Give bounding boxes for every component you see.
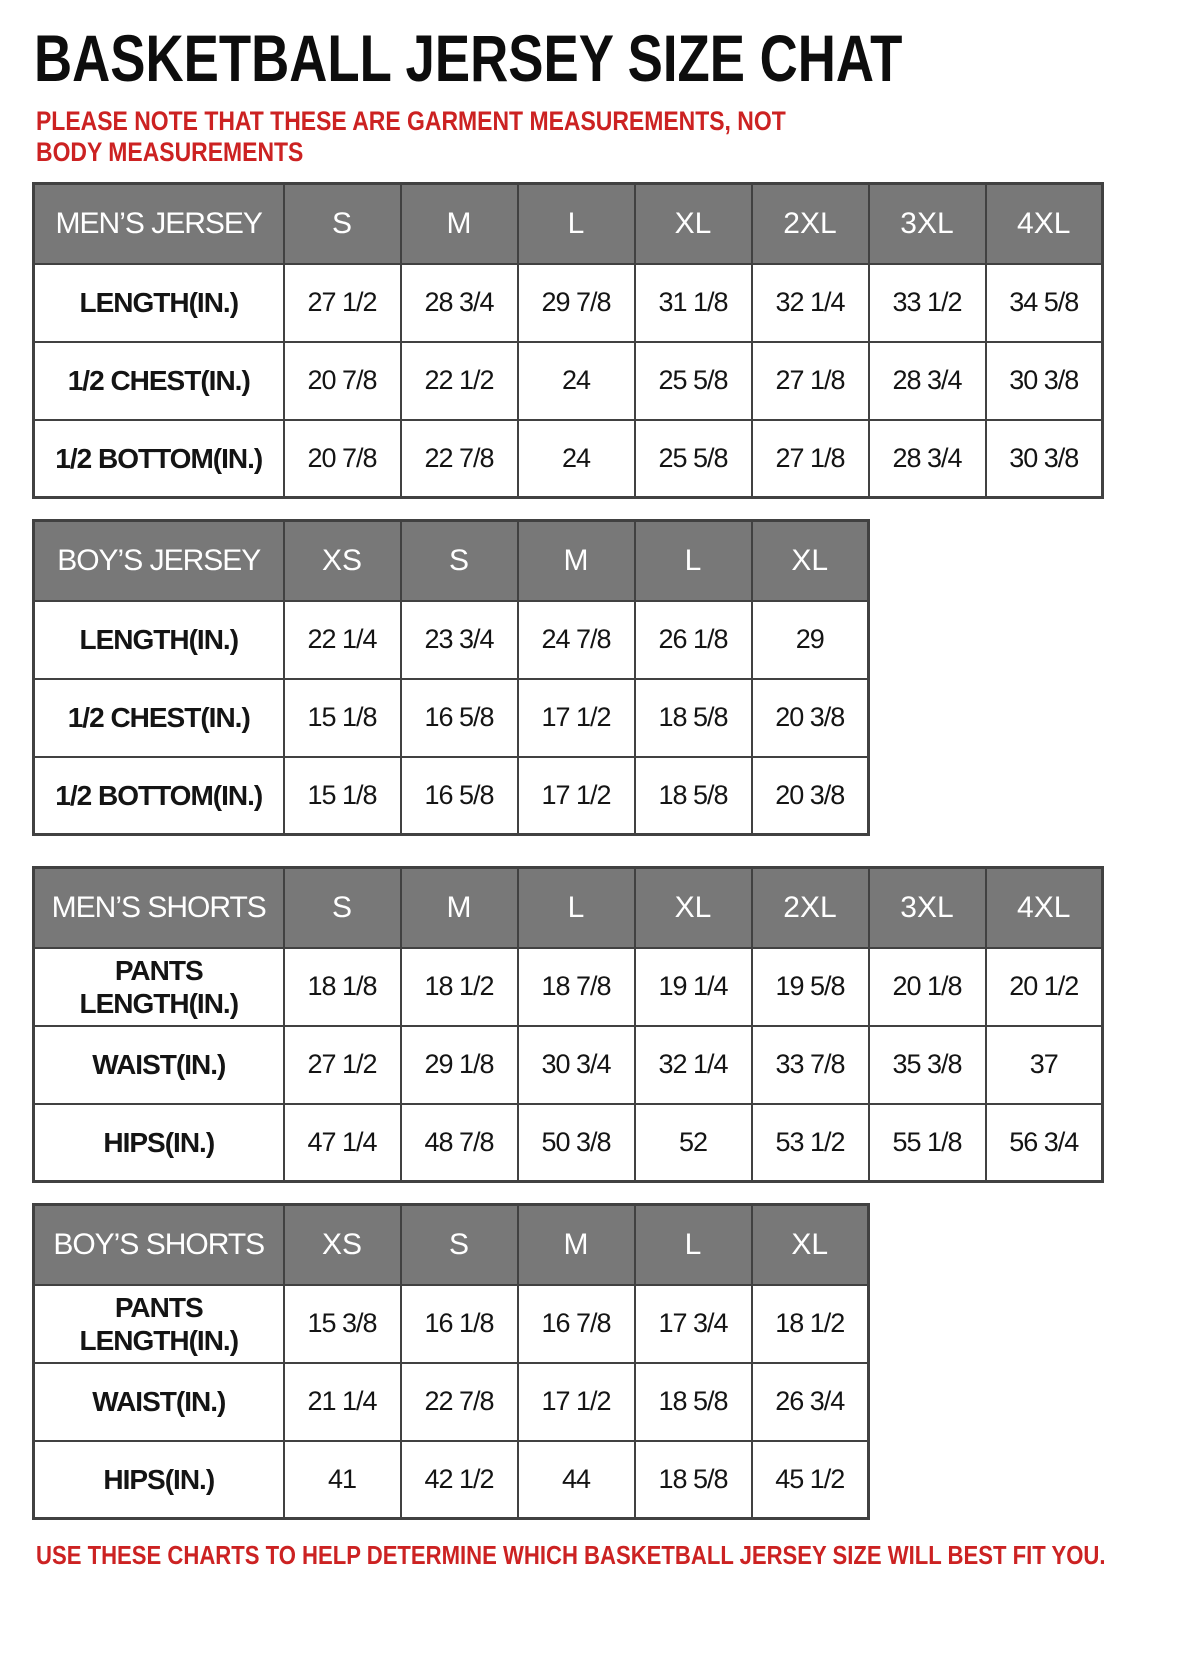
measurement-value-cell: 18 1/8 — [284, 948, 401, 1026]
row-label-cell: 1/2 BOTTOM(IN.) — [34, 420, 284, 498]
measurement-value-cell: 21 1/4 — [284, 1363, 401, 1441]
measurement-value-cell: 48 7/8 — [401, 1104, 518, 1182]
measurement-value-cell: 25 5/8 — [635, 342, 752, 420]
measurement-value-cell: 34 5/8 — [986, 264, 1103, 342]
measurement-value-cell: 20 7/8 — [284, 342, 401, 420]
row-label-cell: LENGTH(IN.) — [34, 601, 284, 679]
measurement-value-cell: 24 — [518, 420, 635, 498]
measurement-value-cell: 24 — [518, 342, 635, 420]
size-header-cell: S — [284, 184, 401, 264]
measurement-value-cell: 50 3/8 — [518, 1104, 635, 1182]
measurement-row — [34, 1285, 869, 1363]
measurement-value-cell: 17 1/2 — [518, 1363, 635, 1441]
measurement-value-cell: 22 7/8 — [401, 420, 518, 498]
size-header-cell: M — [401, 868, 518, 948]
measurement-value-cell: 33 1/2 — [869, 264, 986, 342]
size-header-cell: XL — [752, 1205, 869, 1285]
size-header-cell: XL — [635, 868, 752, 948]
size-header-cell: XL — [752, 521, 869, 601]
size-header-cell: XS — [284, 1205, 401, 1285]
measurement-row — [34, 420, 1103, 498]
measurement-value-cell: 22 7/8 — [401, 1363, 518, 1441]
measurement-value-cell: 28 3/4 — [869, 342, 986, 420]
measurement-value-cell: 26 1/8 — [635, 601, 752, 679]
size-header-cell: M — [518, 1205, 635, 1285]
measurement-value-cell: 56 3/4 — [986, 1104, 1103, 1182]
row-label-cell: 1/2 CHEST(IN.) — [34, 342, 284, 420]
measurement-value-cell: 27 1/8 — [752, 420, 869, 498]
measurement-value-cell: 20 7/8 — [284, 420, 401, 498]
garment-measurements-note: PLEASE NOTE THAT THESE ARE GARMENT MEASUREMENTS, NOT BODY MEASUREMENTS — [36, 106, 786, 167]
row-label-cell: WAIST(IN.) — [34, 1363, 284, 1441]
measurement-value-cell: 30 3/4 — [518, 1026, 635, 1104]
size-table-boys-shorts — [32, 1203, 870, 1520]
table-title-cell: BOY’S SHORTS — [34, 1205, 284, 1285]
measurement-value-cell: 19 1/4 — [635, 948, 752, 1026]
row-label-cell: 1/2 CHEST(IN.) — [34, 679, 284, 757]
measurement-value-cell: 18 5/8 — [635, 1441, 752, 1519]
measurement-value-cell: 29 — [752, 601, 869, 679]
measurement-value-cell: 37 — [986, 1026, 1103, 1104]
measurement-row — [34, 601, 869, 679]
measurement-value-cell: 23 3/4 — [401, 601, 518, 679]
row-label-cell: HIPS(IN.) — [34, 1441, 284, 1519]
table-title-cell: MEN’S SHORTS — [34, 868, 284, 948]
size-header-cell: 3XL — [869, 184, 986, 264]
measurement-value-cell: 30 3/8 — [986, 420, 1103, 498]
measurement-value-cell: 52 — [635, 1104, 752, 1182]
measurement-value-cell: 45 1/2 — [752, 1441, 869, 1519]
measurement-row — [34, 264, 1103, 342]
measurement-value-cell: 18 5/8 — [635, 757, 752, 835]
size-header-cell: XS — [284, 521, 401, 601]
header-row — [34, 521, 869, 601]
measurement-row — [34, 342, 1103, 420]
size-table-boys-jersey — [32, 519, 870, 836]
measurement-value-cell: 35 3/8 — [869, 1026, 986, 1104]
measurement-value-cell: 53 1/2 — [752, 1104, 869, 1182]
measurement-value-cell: 24 7/8 — [518, 601, 635, 679]
row-label-cell: PANTS LENGTH(IN.) — [34, 1285, 284, 1363]
size-header-cell: XL — [635, 184, 752, 264]
row-label-cell: WAIST(IN.) — [34, 1026, 284, 1104]
measurement-row — [34, 757, 869, 835]
size-header-cell: 2XL — [752, 184, 869, 264]
measurement-value-cell: 22 1/4 — [284, 601, 401, 679]
measurement-value-cell: 16 7/8 — [518, 1285, 635, 1363]
measurement-value-cell: 33 7/8 — [752, 1026, 869, 1104]
measurement-value-cell: 19 5/8 — [752, 948, 869, 1026]
size-header-cell: L — [635, 521, 752, 601]
measurement-value-cell: 16 5/8 — [401, 679, 518, 757]
size-table-mens-jersey — [32, 182, 1104, 499]
measurement-value-cell: 20 1/2 — [986, 948, 1103, 1026]
row-label-cell: PANTS LENGTH(IN.) — [34, 948, 284, 1026]
measurement-value-cell: 27 1/2 — [284, 1026, 401, 1104]
size-header-cell: 3XL — [869, 868, 986, 948]
row-label-cell: HIPS(IN.) — [34, 1104, 284, 1182]
measurement-value-cell: 55 1/8 — [869, 1104, 986, 1182]
measurement-value-cell: 18 1/2 — [401, 948, 518, 1026]
measurement-value-cell: 20 3/8 — [752, 679, 869, 757]
measurement-value-cell: 17 1/2 — [518, 679, 635, 757]
measurement-row — [34, 1104, 1103, 1182]
measurement-value-cell: 28 3/4 — [869, 420, 986, 498]
tables-container — [30, 182, 1170, 1520]
size-header-cell: 2XL — [752, 868, 869, 948]
measurement-value-cell: 16 5/8 — [401, 757, 518, 835]
measurement-value-cell: 18 5/8 — [635, 679, 752, 757]
measurement-value-cell: 30 3/8 — [986, 342, 1103, 420]
measurement-row — [34, 948, 1103, 1026]
measurement-value-cell: 18 1/2 — [752, 1285, 869, 1363]
size-header-cell: 4XL — [986, 184, 1103, 264]
size-header-cell: M — [401, 184, 518, 264]
measurement-value-cell: 29 7/8 — [518, 264, 635, 342]
measurement-value-cell: 16 1/8 — [401, 1285, 518, 1363]
measurement-value-cell: 17 3/4 — [635, 1285, 752, 1363]
size-table-mens-shorts — [32, 866, 1104, 1183]
header-row — [34, 868, 1103, 948]
size-header-cell: S — [401, 521, 518, 601]
size-header-cell: L — [518, 868, 635, 948]
measurement-value-cell: 27 1/2 — [284, 264, 401, 342]
size-header-cell: S — [401, 1205, 518, 1285]
measurement-value-cell: 32 1/4 — [752, 264, 869, 342]
size-header-cell: M — [518, 521, 635, 601]
measurement-row — [34, 1363, 869, 1441]
measurement-value-cell: 28 3/4 — [401, 264, 518, 342]
table-title-cell: MEN’S JERSEY — [34, 184, 284, 264]
measurement-value-cell: 15 1/8 — [284, 679, 401, 757]
measurement-row — [34, 1026, 1103, 1104]
measurement-value-cell: 29 1/8 — [401, 1026, 518, 1104]
size-header-cell: L — [635, 1205, 752, 1285]
header-row — [34, 184, 1103, 264]
measurement-value-cell: 15 1/8 — [284, 757, 401, 835]
measurement-row — [34, 679, 869, 757]
measurement-value-cell: 27 1/8 — [752, 342, 869, 420]
measurement-row — [34, 1441, 869, 1519]
row-label-cell: 1/2 BOTTOM(IN.) — [34, 757, 284, 835]
measurement-value-cell: 20 3/8 — [752, 757, 869, 835]
table-title-cell: BOY’S JERSEY — [34, 521, 284, 601]
measurement-value-cell: 15 3/8 — [284, 1285, 401, 1363]
size-header-cell: L — [518, 184, 635, 264]
fit-advice-note: USE THESE CHARTS TO HELP DETERMINE WHICH BASKETBALL JERSEY SIZE WILL BEST FIT YOU. — [36, 1540, 1106, 1570]
page-title: BASKETBALL JERSEY SIZE CHAT — [34, 21, 903, 95]
measurement-value-cell: 25 5/8 — [635, 420, 752, 498]
measurement-value-cell: 44 — [518, 1441, 635, 1519]
measurement-value-cell: 42 1/2 — [401, 1441, 518, 1519]
size-header-cell: S — [284, 868, 401, 948]
measurement-value-cell: 32 1/4 — [635, 1026, 752, 1104]
header-row — [34, 1205, 869, 1285]
measurement-value-cell: 18 5/8 — [635, 1363, 752, 1441]
measurement-value-cell: 31 1/8 — [635, 264, 752, 342]
measurement-value-cell: 26 3/4 — [752, 1363, 869, 1441]
measurement-value-cell: 47 1/4 — [284, 1104, 401, 1182]
size-header-cell: 4XL — [986, 868, 1103, 948]
row-label-cell: LENGTH(IN.) — [34, 264, 284, 342]
measurement-value-cell: 22 1/2 — [401, 342, 518, 420]
measurement-value-cell: 18 7/8 — [518, 948, 635, 1026]
measurement-value-cell: 17 1/2 — [518, 757, 635, 835]
measurement-value-cell: 20 1/8 — [869, 948, 986, 1026]
measurement-value-cell: 41 — [284, 1441, 401, 1519]
